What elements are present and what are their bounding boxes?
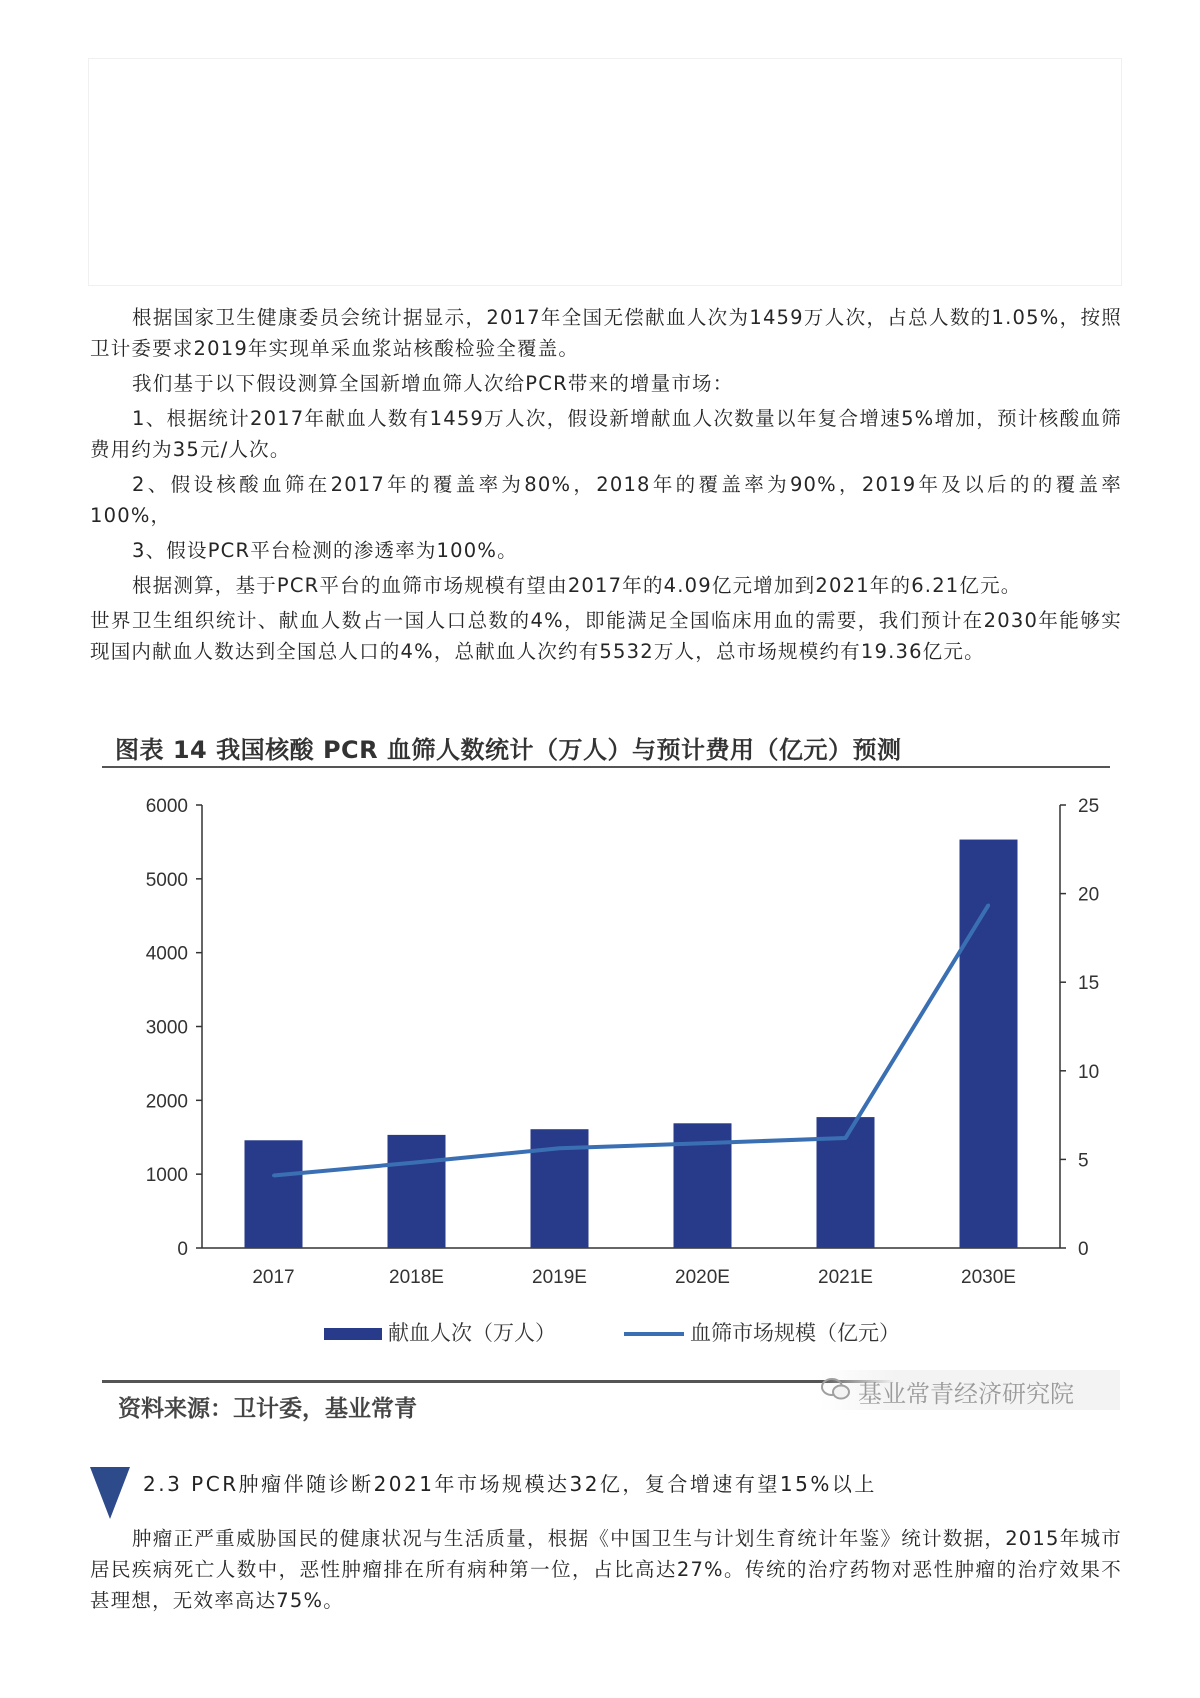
- blank-image-area: [88, 58, 1122, 286]
- left-tick-label: 0: [177, 1239, 188, 1260]
- left-tick-label: 2000: [145, 1091, 188, 1113]
- left-tick-label: 5000: [145, 869, 188, 891]
- left-tick-label: 4000: [145, 943, 188, 965]
- wechat-icon: [820, 1376, 852, 1402]
- line-point: [701, 1142, 704, 1145]
- right-tick-label: 20: [1078, 884, 1100, 906]
- line-point: [987, 903, 990, 906]
- x-tick-label: 2020E: [675, 1267, 730, 1288]
- legend-bar-label: 献血人次（万人）: [388, 1321, 556, 1345]
- paragraph: 1、根据统计2017年献血人数有1459万人次，假设新增献血人次数量以年复合增速5%增加，预计核酸血筛费用约为35元/人次。: [90, 407, 1122, 461]
- source-note: 资料来源：卫计委，基业常青: [118, 1396, 417, 1422]
- legend-bar-swatch: [324, 1328, 382, 1340]
- line-point: [415, 1161, 418, 1164]
- chart-title: 图表 14 我国核酸 PCR 血筛人数统计（万人）与预计费用（亿元）预测: [115, 736, 902, 764]
- line-point: [272, 1174, 275, 1177]
- paragraph: 根据国家卫生健康委员会统计据显示，2017年全国无偿献血人次为1459万人次，占总人数的1.05%，按照卫计委要求2019年实现单采血浆站核酸检验全覆盖。: [90, 306, 1122, 360]
- bar: [388, 1135, 446, 1248]
- intro-text: [90, 302, 1122, 667]
- bar: [245, 1140, 303, 1248]
- chart: [102, 775, 1110, 1385]
- bar: [960, 840, 1018, 1248]
- legend: [324, 1321, 900, 1345]
- paragraph: 2、假设核酸血筛在2017年的覆盖率为80%，2018年的覆盖率为90%，2019年及以后的的覆盖率100%，: [90, 473, 1122, 527]
- x-tick-label: 2019E: [532, 1267, 587, 1288]
- left-tick-label: 1000: [145, 1165, 188, 1187]
- paragraph: 世界卫生组织统计、献血人数占一国人口总数的4%，即能满足全国临床用血的需要，我们预计在2030年能够实现国内献血人数达到全国总人口的4%，总献血人次约有5532万人，总市场规模约有19.36亿元。: [90, 609, 1122, 663]
- body-text: [90, 1523, 1122, 1616]
- paragraph: 根据测算，基于PCR平台的血筛市场规模有望由2017年的4.09亿元增加到2021年的6.21亿元。: [132, 574, 1022, 597]
- x-tick-label: 2017: [252, 1267, 295, 1288]
- left-tick-label: 6000: [145, 796, 188, 817]
- x-tick-label: 2030E: [961, 1267, 1016, 1288]
- line-point: [844, 1136, 847, 1139]
- watermark: [820, 1370, 1120, 1410]
- paragraph: 我们基于以下假设测算全国新增血筛人次给PCR带来的增量市场：: [132, 372, 734, 395]
- right-tick-label: 10: [1078, 1061, 1100, 1083]
- paragraph: 肿瘤正严重威胁国民的健康状况与生活质量，根据《中国卫生与计划生育统计年鉴》统计数据，2015年城市居民疾病死亡人数中，恶性肿瘤排在所有病种第一位，占比高达27%。传统的治疗药物对恶性肿瘤的治疗效果不甚理想，无效率高达75%。: [90, 1527, 1122, 1612]
- right-tick-label: 25: [1078, 796, 1100, 817]
- right-tick-label: 15: [1078, 973, 1100, 995]
- right-tick-label: 0: [1078, 1239, 1089, 1260]
- title-rule: [102, 766, 1110, 768]
- section-marker-icon: [88, 1465, 132, 1521]
- watermark-text: 基业常青经济研究院: [858, 1380, 1074, 1408]
- left-tick-label: 3000: [145, 1017, 188, 1039]
- line-series: [274, 905, 989, 1176]
- x-tick-label: 2018E: [389, 1267, 444, 1288]
- line-point: [558, 1147, 561, 1150]
- section-heading: 2.3 PCR肿瘤伴随诊断2021年市场规模达32亿，复合增速有望15%以上: [143, 1472, 877, 1496]
- legend-line-label: 血筛市场规模（亿元）: [690, 1321, 900, 1345]
- x-tick-label: 2021E: [818, 1267, 873, 1288]
- paragraph: 3、假设PCR平台检测的渗透率为100%。: [132, 539, 518, 562]
- right-tick-label: 5: [1078, 1150, 1089, 1172]
- plot-area: [146, 796, 1099, 1288]
